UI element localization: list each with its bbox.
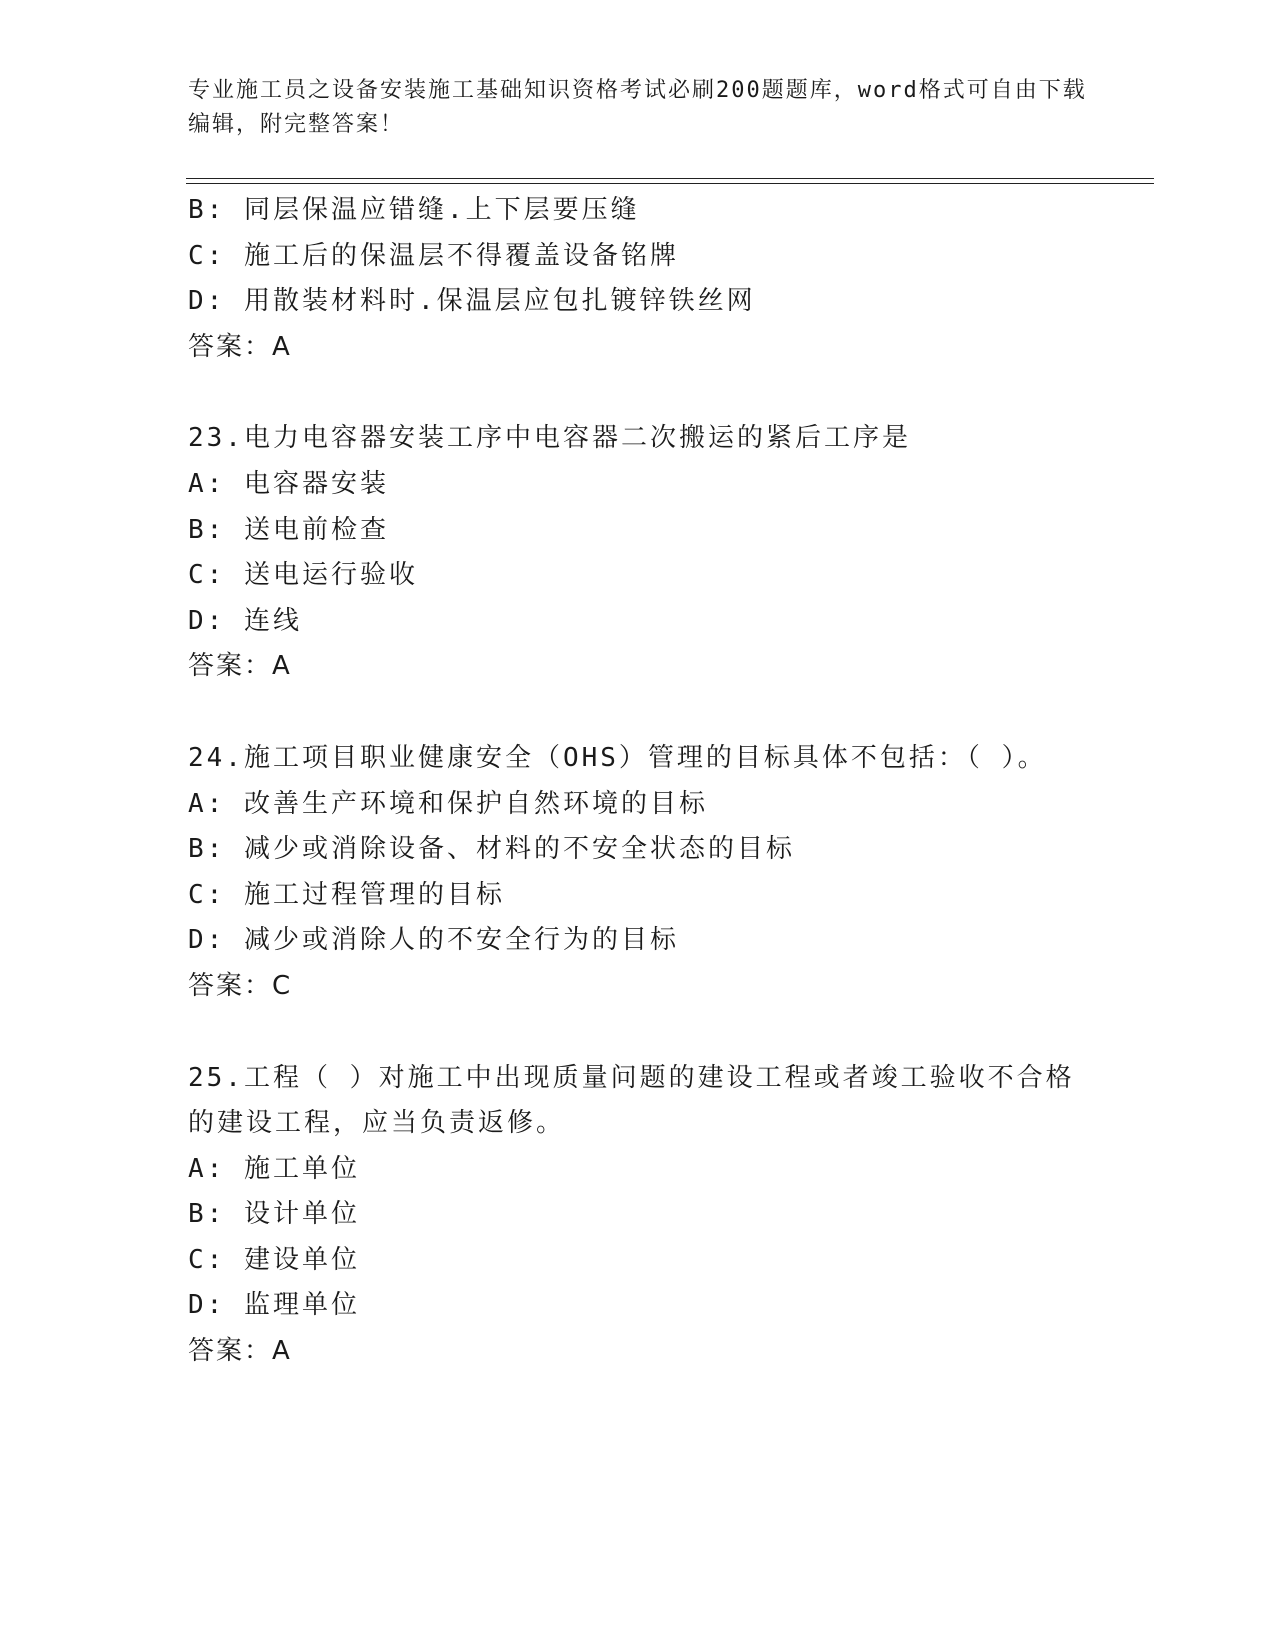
- option-b: B: 同层保温应错缝.上下层要压缝: [188, 195, 640, 225]
- answer: 答案：A: [188, 1336, 292, 1367]
- header-divider-bottom: [186, 183, 1154, 184]
- option-d: D: 减少或消除人的不安全行为的目标: [188, 925, 679, 956]
- question-title: 24.施工项目职业健康安全（OHS）管理的目标具体不包括：（ ）。: [188, 742, 1047, 773]
- option-a: A: 改善生产环境和保护自然环境的目标: [188, 788, 708, 819]
- option-d: D: 连线: [188, 605, 302, 636]
- answer: 答案：C: [188, 970, 293, 1001]
- option-d: D: 用散装材料时.保温层应包扎镀锌铁丝网: [188, 286, 756, 317]
- document-header: 专业施工员之设备安装施工基础知识资格考试必刷200题题库，word格式可自由下载编辑，附完整答案！: [188, 78, 1087, 137]
- document-body: [188, 188, 1148, 1375]
- header-divider-top: [186, 178, 1154, 179]
- question-24: [188, 736, 1148, 1010]
- question-title-line-1: 25.工程（ ）对施工中出现质量问题的建设工程或者竣工验收不合格: [188, 1062, 1075, 1093]
- question-23: [188, 416, 1148, 690]
- option-c: C: 送电运行验收: [188, 560, 418, 591]
- question-title: 23.电力电容器安装工序中电容器二次搬运的紧后工序是: [188, 423, 911, 454]
- option-b: B: 设计单位: [188, 1199, 360, 1230]
- question-25: [188, 1056, 1148, 1375]
- question-title-line-2: 的建设工程，应当负责返修。: [188, 1108, 566, 1139]
- option-c: C: 施工过程管理的目标: [188, 879, 505, 910]
- option-a: A: 施工单位: [188, 1153, 360, 1184]
- option-b: B: 减少或消除设备、材料的不安全状态的目标: [188, 834, 795, 865]
- option-d: D: 监理单位: [188, 1290, 360, 1321]
- answer: 答案：A: [188, 331, 292, 362]
- answer: 答案：A: [188, 651, 292, 682]
- option-a: A: 电容器安装: [188, 468, 389, 499]
- option-c: C: 施工后的保温层不得覆盖设备铭牌: [188, 240, 679, 271]
- option-c: C: 建设单位: [188, 1244, 360, 1275]
- question-continued: [188, 188, 1148, 370]
- option-b: B: 送电前检查: [188, 514, 389, 545]
